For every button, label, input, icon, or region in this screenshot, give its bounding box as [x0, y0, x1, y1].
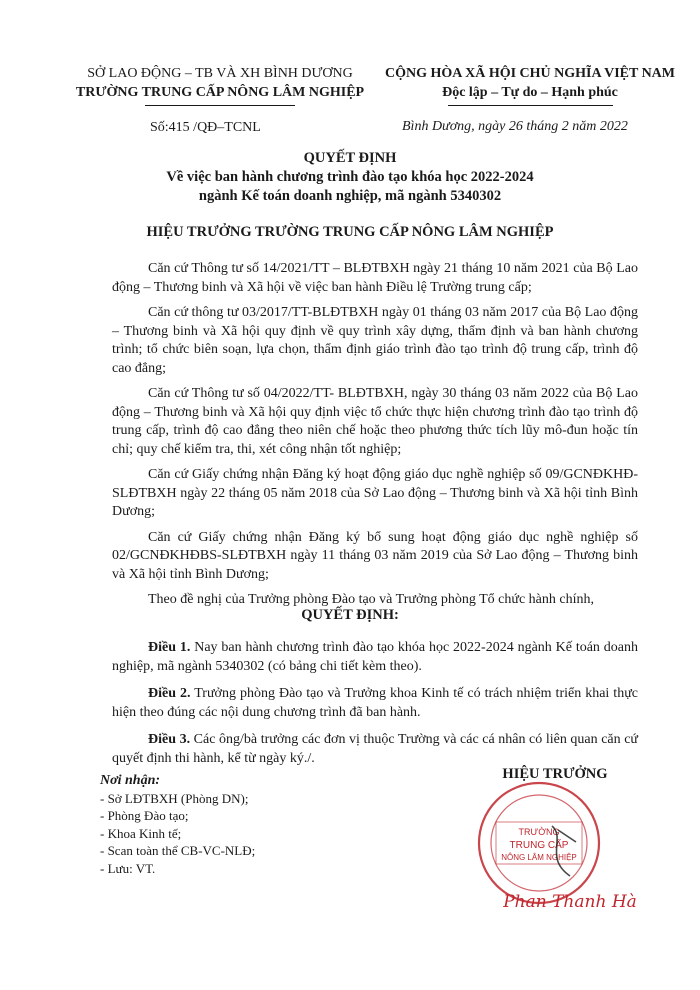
stamp-line-3: NÔNG LÂM NGHIỆP — [501, 853, 577, 862]
article-label: Điều 3. — [148, 732, 191, 747]
issuer-school: TRƯỜNG TRUNG CẤP NÔNG LÂM NGHIỆP — [75, 85, 365, 100]
article-label: Điều 2. — [148, 686, 191, 701]
article-3 — [112, 730, 638, 768]
issuer-underline — [145, 105, 295, 106]
legal-basis — [112, 260, 638, 617]
signer-title: HIỆU TRƯỞNG — [502, 766, 608, 782]
basis-paragraph: Căn cứ Giấy chứng nhận Đăng ký hoạt động giáo dục nghề nghiệp số 09/GCNĐKHĐ-SLĐTBXH ngày 22 tháng 05 năm 2018 của Sở Lao động – Thương binh và Xã hội tỉnh Bình Dương; — [112, 467, 638, 519]
official-stamp — [474, 778, 604, 908]
basis-paragraph: Theo đề nghị của Trưởng phòng Đào tạo và Trưởng phòng Tổ chức hành chính, — [148, 592, 594, 607]
article-label: Điều 1. — [148, 640, 191, 655]
stamp-line-2: TRUNG CẤP — [509, 840, 569, 851]
recipients — [100, 772, 255, 877]
national-motto: Độc lập – Tự do – Hạnh phúc — [442, 85, 618, 100]
article-text: Các ông/bà trưởng các đơn vị thuộc Trường và các cá nhân có liên quan căn cứ quyết định thi hành, kể từ ngày ký./. — [112, 732, 639, 766]
title-heading: QUYẾT ĐỊNH — [303, 150, 397, 166]
article-text: Trưởng phòng Đào tạo và Trưởng khoa Kinh tế có trách nhiệm triển khai thực hiện theo đúng các nội dung chương trình đã ban hành. — [112, 686, 639, 720]
motto-underline — [448, 105, 613, 106]
articles — [112, 638, 638, 776]
basis-paragraph: Căn cứ Thông tư số 14/2021/TT – BLĐTBXH ngày 21 tháng 10 năm 2021 của Bộ Lao động – Thương binh và Xã hội về việc ban hành Điều lệ Trường trung cấp; — [112, 261, 638, 295]
article-1 — [112, 638, 638, 676]
national-title-block — [370, 64, 690, 106]
document-number: Số:415 /QĐ–TCNL — [150, 120, 261, 135]
stamp-line-1: TRƯỜNG — [518, 827, 560, 837]
recipient-item: - Scan toàn thể CB-VC-NLĐ; — [100, 843, 256, 858]
document-date: Bình Dương, ngày 26 tháng 2 năm 2022 — [402, 119, 628, 134]
article-text: Nay ban hành chương trình đào tạo khóa học 2022-2024 ngành Kế toán doanh nghiệp, mã ngành 5340302 (có bảng chi tiết kèm theo). — [112, 640, 638, 674]
recipient-item: - Sở LĐTBXH (Phòng DN); — [100, 790, 249, 806]
recipient-item: - Lưu: VT. — [100, 860, 156, 876]
issuer-department: SỞ LAO ĐỘNG – TB VÀ XH BÌNH DƯƠNG — [87, 66, 353, 81]
recipient-item: - Phòng Đào tạo; — [100, 808, 189, 823]
signer-name: Phan Thanh Hà — [503, 892, 637, 912]
issuer-block — [60, 64, 380, 106]
title-subject-line-1: Về việc ban hành chương trình đào tạo khóa học 2022-2024 — [166, 169, 534, 185]
document-title — [0, 149, 700, 206]
basis-paragraph: Căn cứ thông tư 03/2017/TT-BLĐTBXH ngày 01 tháng 03 năm 2017 của Bộ Lao động – Thương binh và Xã hội quy định về quy trình xây dựng, thẩm định và ban hành chương trình; tổ chức biên soạn, lựa chọn, thẩm định giáo trình đào tạo trình độ trung cấp, trình độ cao đẳng; — [112, 305, 638, 376]
title-subject-line-2: ngành Kế toán doanh nghiệp, mã ngành 5340302 — [198, 188, 502, 204]
authority-heading: HIỆU TRƯỞNG TRƯỜNG TRUNG CẤP NÔNG LÂM NGHIỆP — [146, 224, 554, 240]
national-name: CỘNG HÒA XÃ HỘI CHỦ NGHĨA VIỆT NAM — [384, 66, 675, 81]
basis-paragraph: Căn cứ Giấy chứng nhận Đăng ký bổ sung hoạt động giáo dục nghề nghiệp số 02/GCNĐKHĐBS-SLĐTBXH ngày 11 tháng 03 năm 2019 của Sở Lao động – Thương binh và Xã hội tỉnh Bình Dương; — [112, 529, 638, 582]
recipient-item: - Khoa Kinh tế; — [100, 825, 182, 841]
decision-heading: QUYẾT ĐỊNH: — [301, 607, 399, 623]
basis-paragraph: Căn cứ Thông tư số 04/2022/TT- BLĐTBXH, ngày 30 tháng 03 năm 2022 của Bộ Lao động – Thương binh và Xã hội quy định việc tổ chức thực hiện chương trình đào tạo trình độ trung cấp, trình độ cao đẳng theo niên chế hoặc theo phương thức tích lũy mô-đun hoặc tín chỉ; quy chế kiểm tra, thi, xét công nhận tốt nghiệp; — [112, 386, 638, 457]
recipients-title: Nơi nhận: — [100, 773, 161, 788]
article-2 — [112, 684, 638, 722]
